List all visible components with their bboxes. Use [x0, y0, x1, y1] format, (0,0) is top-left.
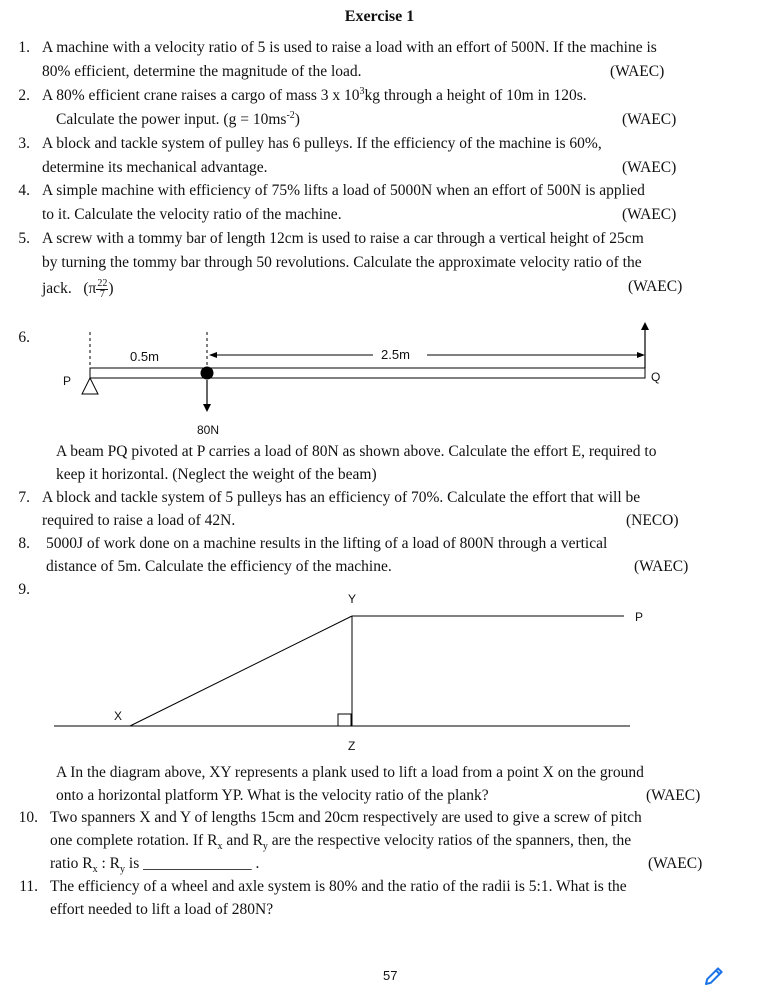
q4-line1: A simple machine with efficiency of 75% lifts a load of 5000N when an effort of 500N is applied: [42, 182, 645, 199]
q6-line1: A beam PQ pivoted at P carries a load of 80N as shown above. Calculate the effort E, required to: [56, 443, 657, 460]
label-p9: P: [635, 610, 644, 624]
q11-line1: The efficiency of a wheel and axle system is 80% and the ratio of the radii is 5:1. What is the: [50, 878, 627, 895]
label-2-5m: 2.5m: [381, 347, 410, 362]
effort-arrow: [641, 322, 649, 330]
q10-number: 10.: [18, 809, 38, 826]
q5-number: 5.: [18, 230, 30, 247]
q3-number: 3.: [18, 135, 30, 152]
label-80n: 80N: [197, 423, 220, 436]
q6-line2: keep it horizontal. (Neglect the weight of the beam): [56, 466, 377, 483]
q4-source: (WAEC): [622, 206, 677, 223]
q9-line1: A In the diagram above, XY represents a plank used to lift a load from a point X on the ground: [56, 764, 644, 781]
q2-line2: Calculate the power input. $(g = 10ms^{-2})$: [56, 109, 300, 128]
label-z: Z: [348, 739, 356, 753]
dim-arrow-left: [209, 352, 217, 358]
q10-line1: Two spanners X and Y of lengths 15cm and 20cm respectively are used to give a screw of pitch: [50, 809, 642, 826]
label-0-5m: 0.5m: [130, 349, 159, 364]
q10-line3: ratio $R_x$ : $R_y$ is ______________ .: [50, 855, 260, 876]
q8-line1: 5000J of work done on a machine results in the lifting of a load of 800N through a vertical: [46, 535, 608, 552]
q10-line2: one complete rotation. If $R_x$ and $R_y$ are the respective velocity ratios of the spanners, then, the: [50, 832, 632, 853]
q2-source: (WAEC): [622, 111, 677, 128]
load-point: [201, 367, 214, 380]
q1-source: (WAEC): [610, 63, 665, 80]
beam: [90, 368, 645, 378]
q3-line2: determine its mechanical advantage.: [42, 159, 268, 176]
q5-line2: by turning the tommy bar through 50 revolutions. Calculate the approximate velocity ratio of the: [42, 254, 642, 271]
q5-source: (WAEC): [628, 278, 683, 295]
q3-line1: A block and tackle system of pulley has 6 pulleys. If the efficiency of the machine is 60%,: [42, 135, 602, 152]
q1-line2: 80% efficient, determine the magnitude of the load.: [42, 63, 362, 80]
q9-source: (WAEC): [646, 787, 701, 804]
plank-xy: [130, 616, 352, 726]
q8-line2: distance of 5m. Calculate the efficiency of the machine.: [46, 558, 392, 575]
plank-diagram: [50, 588, 650, 758]
q10-source: (WAEC): [648, 855, 703, 872]
label-y: Y: [348, 592, 357, 606]
q8-number: 8.: [18, 535, 30, 552]
label-p: P: [63, 374, 72, 388]
q7-source: (NECO): [626, 512, 679, 529]
fraction-22-7: $\frac{22}{7}$: [97, 277, 108, 300]
q7-number: 7.: [18, 489, 30, 506]
load-arrow: [203, 404, 211, 412]
q9-number: 9.: [18, 581, 30, 598]
page-title: Exercise 1: [344, 8, 415, 25]
q7-line1: A block and tackle system of 5 pulleys has an efficiency of 70%. Calculate the effort that will be: [42, 489, 641, 506]
q11-number: 11.: [19, 878, 38, 895]
q5-line3: jack. (π $\frac{22}{7}$ ): [42, 277, 114, 300]
q7-line2: required to raise a load of 42N.: [42, 512, 236, 529]
q2-line1: A 80% efficient crane raises a cargo of mass 3 x $10^3kg$ through a height of 10m in 120s.: [42, 85, 587, 104]
q9-line2: onto a horizontal platform YP. What is the velocity ratio of the plank?: [56, 787, 489, 804]
q5-line1: A screw with a tommy bar of length 12cm is used to raise a car through a vertical height of 25cm: [42, 230, 644, 247]
q8-source: (WAEC): [634, 558, 689, 575]
label-q: Q: [651, 370, 661, 384]
q3-source: (WAEC): [622, 159, 677, 176]
right-angle-marker: [338, 714, 351, 726]
q4-number: 4.: [18, 182, 30, 199]
q2-number: 2.: [18, 87, 30, 104]
edit-pencil-icon[interactable]: [702, 964, 726, 988]
q1-line1: A machine with a velocity ratio of 5 is used to raise a load with an effort of 500N. If the machine is: [42, 39, 657, 56]
q4-line2: to it. Calculate the velocity ratio of the machine.: [42, 206, 342, 223]
beam-diagram: [55, 318, 665, 436]
q6-number: 6.: [18, 329, 30, 346]
pivot-triangle: [82, 378, 98, 394]
label-x: X: [114, 709, 123, 723]
q1-number: 1.: [18, 39, 30, 56]
dim-arrow-right: [637, 352, 645, 358]
q11-line2: effort needed to lift a load of 280N?: [50, 901, 274, 918]
page-number: 57: [383, 968, 398, 983]
